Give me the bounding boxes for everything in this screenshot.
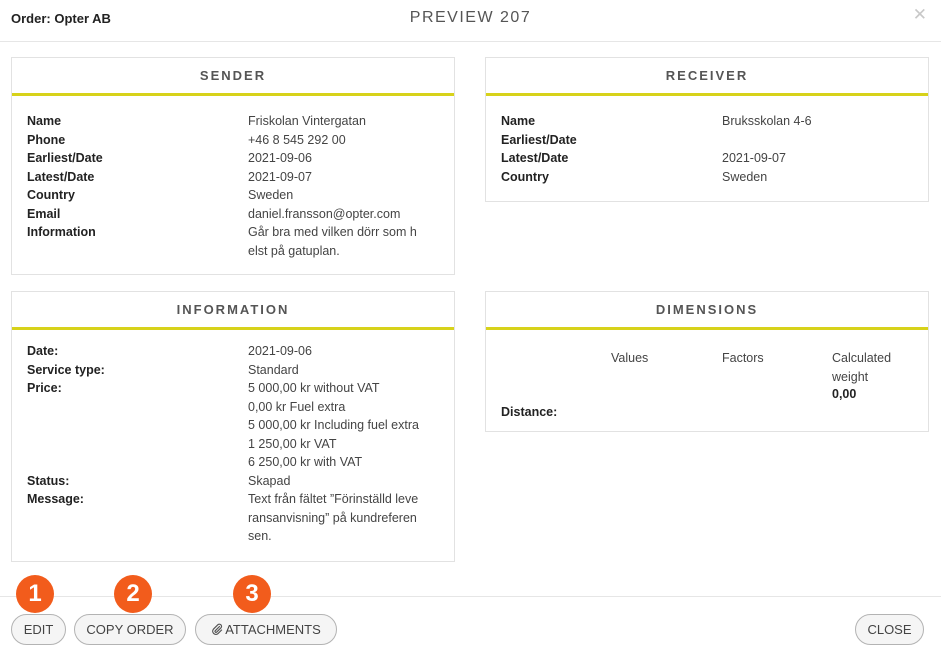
dimensions-weight-value: 0,00 [832,387,857,401]
attachments-button[interactable] [195,614,337,645]
info-row-status: Status: Skapad [27,473,291,488]
info-row-service-type: Service type: Standard [27,362,299,377]
close-button[interactable]: CLOSE [855,614,924,645]
dialog-header [0,0,941,42]
receiver-row-country: Country Sweden [501,169,768,184]
sender-row-name: Name Friskolan Vintergatan [27,114,366,128]
sender-panel [11,57,455,275]
dimensions-title: DIMENSIONS [486,292,928,330]
paperclip-icon [211,615,223,644]
info-row-message: Message: Text från fältet ”Förinställd leve ransanvisning” på kundreferen sen. [27,492,419,543]
receiver-title: RECEIVER [486,58,928,96]
receiver-row-name: Name Bruksskolan 4-6 [501,114,812,128]
sender-row-latest: Latest/Date 2021-09-07 [27,169,312,184]
sender-row-phone: Phone +46 8 545 292 00 [27,132,346,147]
sender-row-country: Country Sweden [27,188,294,202]
dimensions-col-factors: Factors [722,351,764,365]
dimensions-panel [485,291,929,432]
info-row-price: Price: 5 000,00 kr without VAT 0,00 kr Fuel extra 5 000,00 kr Including fuel extra 1 250,00 kr VAT 6 250,00 kr with VAT [27,381,419,469]
info-row-date: Date: 2021-09-06 [27,344,312,358]
step-badge-2: 2 [114,575,152,613]
attachments-label: ATTACHMENTS [225,622,321,637]
receiver-panel [485,57,929,202]
dimensions-col-values: Values [611,351,649,365]
sender-title: SENDER [12,58,454,96]
dimensions-distance-label: Distance: [501,405,558,419]
step-badge-1: 1 [16,575,54,613]
edit-button[interactable]: EDIT [11,614,66,645]
dimensions-col-weight: Calculated weight [832,351,892,384]
order-label: Order: Opter AB [11,11,111,26]
sender-row-earliest: Earliest/Date 2021-09-06 [27,151,312,165]
page-title: PREVIEW 207 [409,9,532,26]
receiver-row-latest: Latest/Date 2021-09-07 [501,151,786,165]
close-icon[interactable]: ✕ [912,5,927,24]
sender-row-email: Email daniel.fransson@opter.com [27,206,401,221]
sender-row-information: Information Går bra med vilken dörr som h elst på gatuplan. [27,225,417,258]
information-panel [11,291,455,562]
copy-order-button[interactable]: COPY ORDER [74,614,186,645]
information-title: INFORMATION [12,292,454,330]
receiver-row-earliest: Earliest/Date [501,132,577,147]
step-badge-3: 3 [233,575,271,613]
